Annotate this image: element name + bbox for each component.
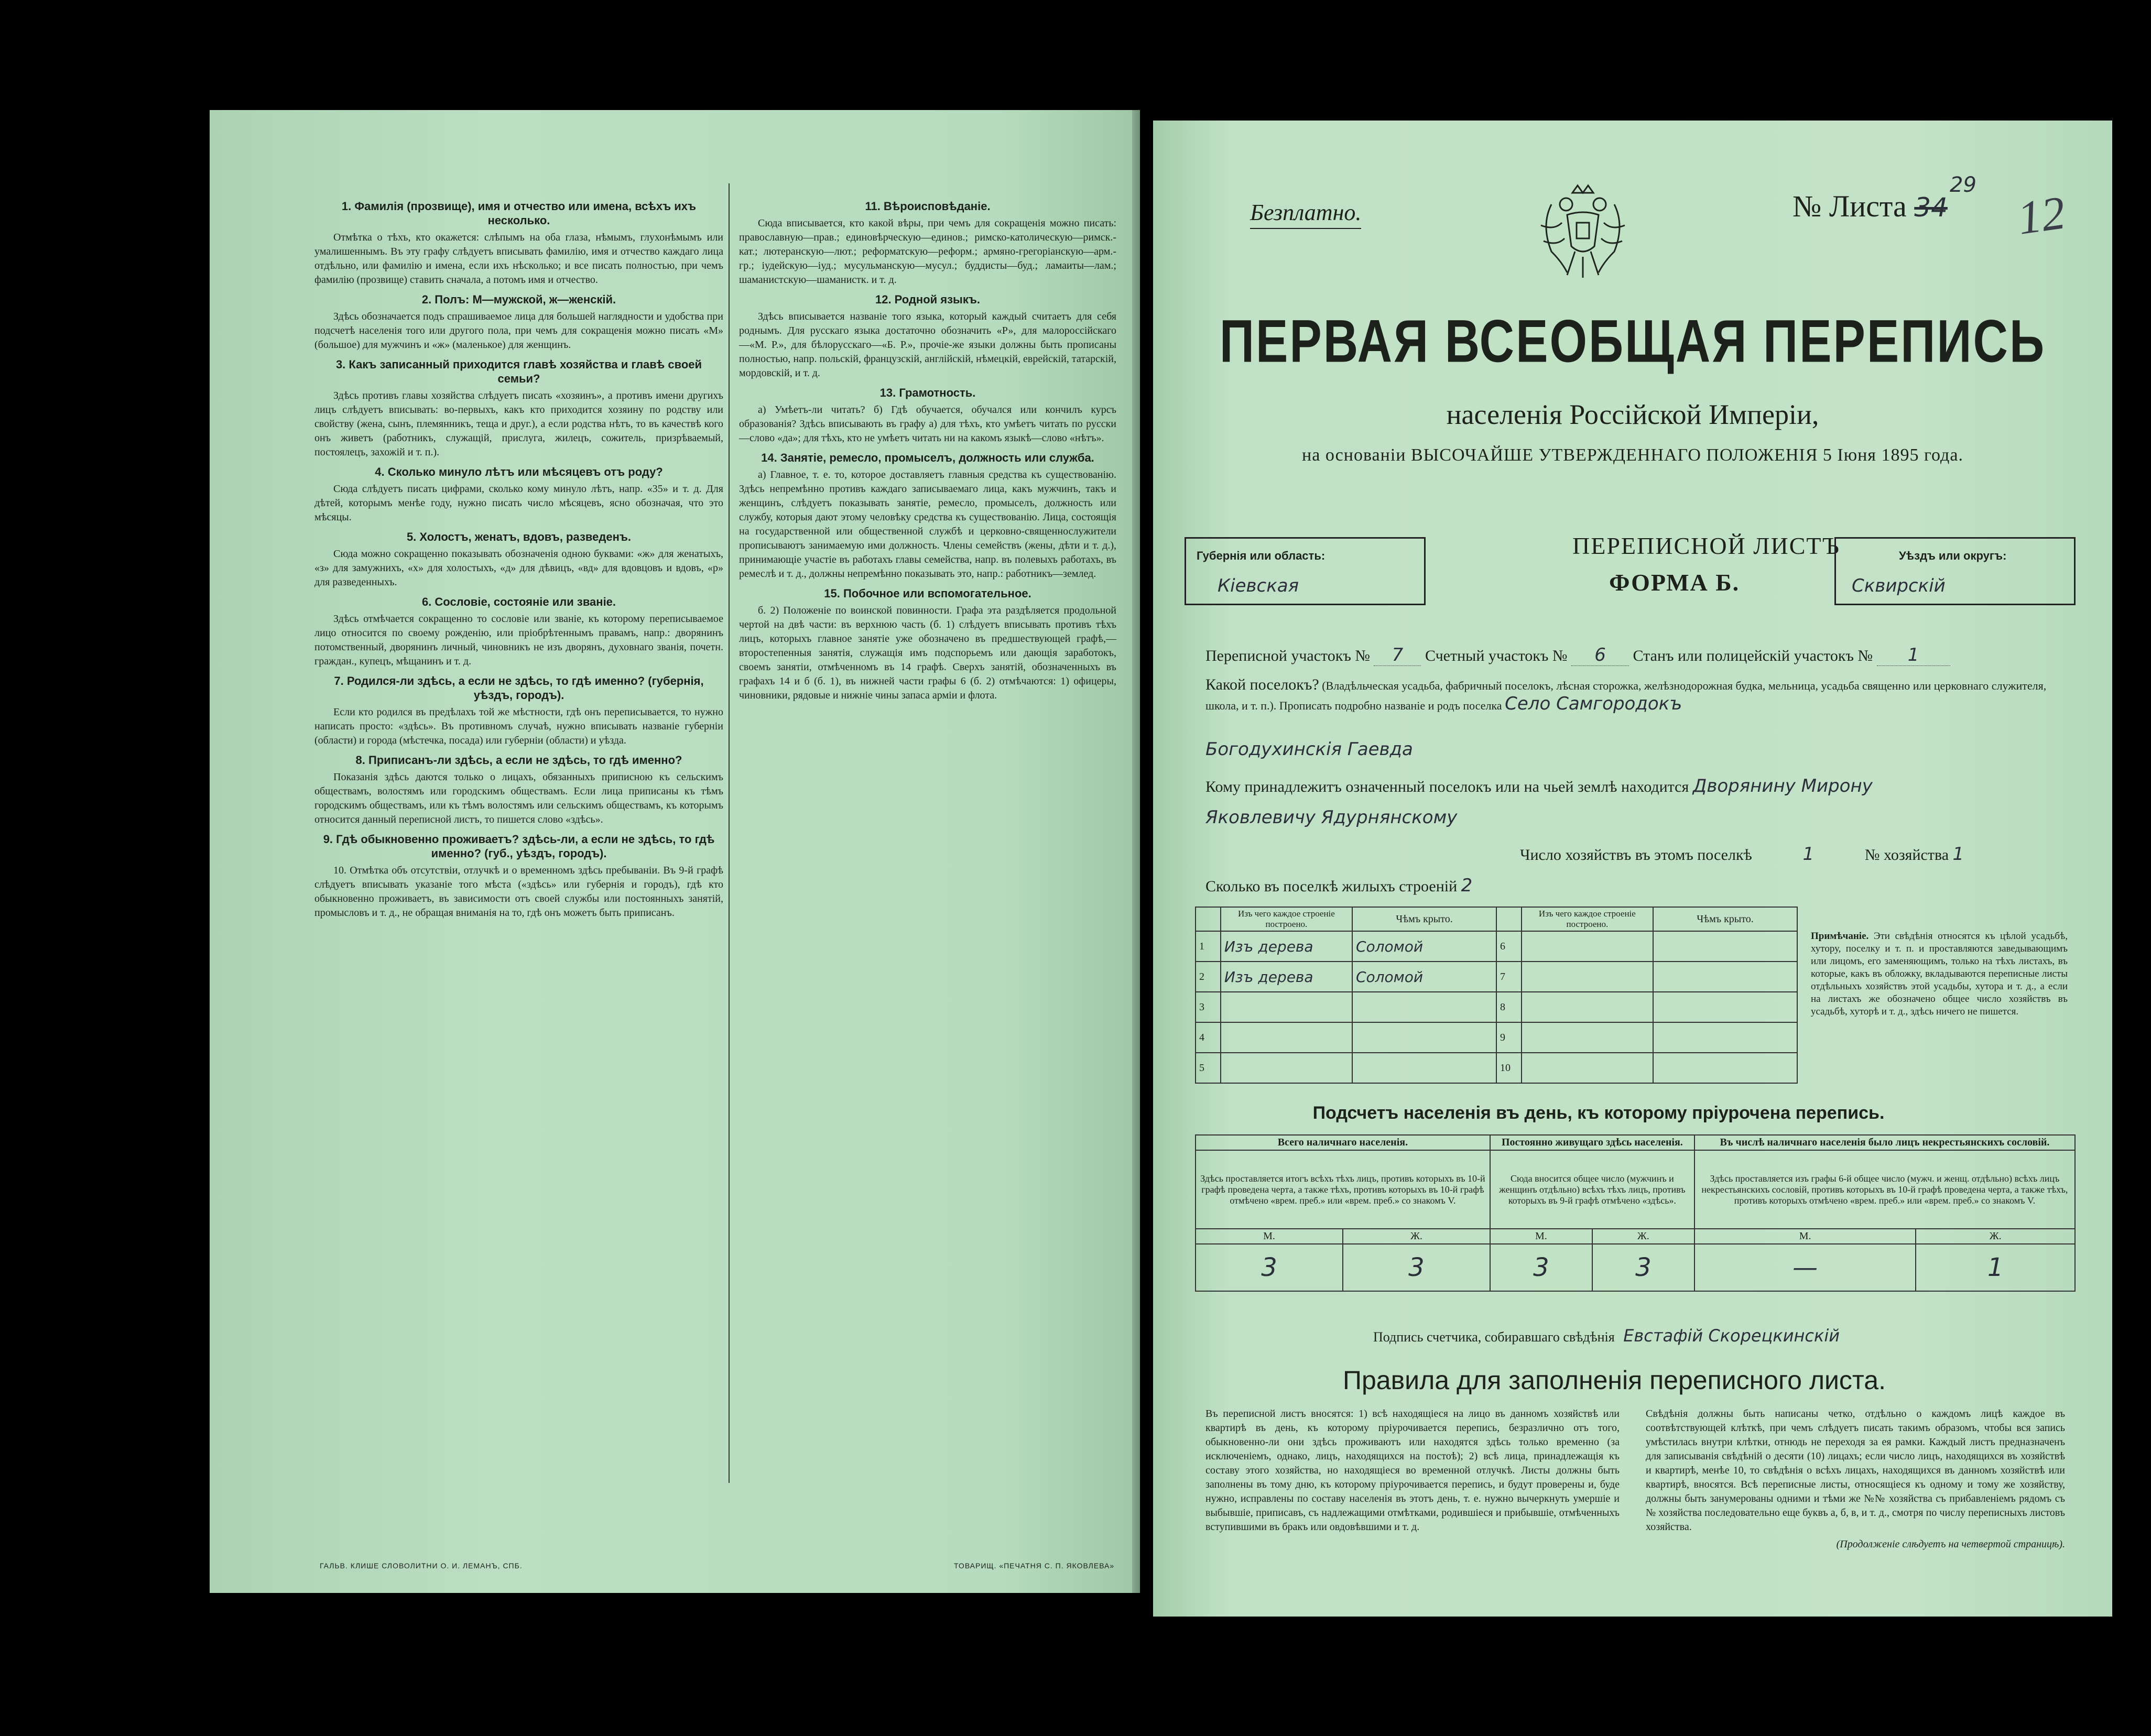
instruction-text: Сюда вписывается, кто какой вѣры, при чемъ для сокращенія можно писать: православную—прав.; единовѣрческую—единов.; римско-католическую—римск.-кат.; лютеранскую—лют.; реформатскую—реформ.; армяно-грегоріанскую—арм.-гр.; іудейскую—iуд.; мусульманскую—мусул.; буддисты—буд.; ламаиты—лам.; шаманистскую—шаманистк. и т. д.	[739, 217, 1116, 286]
instruction-heading: 9. Гдѣ обыкновенно проживаетъ? здѣсь-ли, а если не здѣсь, то гдѣ именно? (губ., уѣздъ, городъ).	[323, 833, 715, 860]
sheet-number	[1792, 173, 1976, 224]
decree-line: на основаніи ВЫСОЧАЙШЕ УТВЕРЖДЕННАГО ПОЛОЖЕНІЯ 5 Іюня 1895 года.	[1302, 445, 1963, 465]
building-number: 9	[1496, 1022, 1522, 1053]
count-desc-total: Здѣсь проставляется итогъ всѣхъ тѣхъ лицъ, противъ которыхъ въ 10-й графѣ проведена черта, а также тѣхъ, противъ которыхъ въ 10-й графѣ отмѣчено «врем. преб.» или «врем. преб.» со знакомъ V.	[1196, 1150, 1490, 1229]
rules-column-2	[1646, 1407, 2065, 1552]
building-number: 7	[1496, 962, 1522, 992]
enumerator-signature-row	[1373, 1326, 1840, 1346]
instruction-text: б. 2) Положеніе по воинской повинности. Графа эта раздѣляется продольной чертой на двѣ части: въ верхнюю часть (б. 1) слѣдуетъ вписывать противъ тѣхъ лицъ, которыхъ главное занятіе уже обозначено въ предшествующей графѣ,—второстепенныя занятія, служащія имъ подспорьемъ или дающія заработокъ, своемъ занятіи, отмѣченномъ въ 14 графѣ. Сверхъ занятій, обозначенныхъ въ графахъ 14 и б (б. 1), въ нижней части графы 6 (б. 2) отмѣчаются: 1) офицеры, чиновники, рядовые и нижніе чины запаса арміи и флота.	[739, 605, 1116, 701]
building-material	[1522, 962, 1653, 992]
buildings-table	[1195, 907, 1798, 1084]
count-resident-m: 3	[1490, 1244, 1592, 1291]
buildings-header-roof-2: Чѣмъ крыто.	[1653, 907, 1797, 931]
building-number: 5	[1196, 1053, 1221, 1083]
instruction-heading: 1. Фамилія (прозвище), имя и отчество или имена, всѣхъ ихъ несколько.	[341, 200, 697, 227]
building-number: 4	[1196, 1022, 1221, 1053]
count-m-label: М.	[1196, 1229, 1343, 1244]
settlement-value-2: Богодухинскія Гаевда	[1205, 739, 1413, 760]
building-material	[1522, 931, 1653, 962]
free-label: Безплатно.	[1250, 199, 1361, 229]
double-headed-eagle-emblem	[1536, 178, 1630, 288]
note-text: Эти свѣдѣнія относятся къ цѣлой усадьбѣ, хутору, поселку и т. п. и проставляются заведывающимъ или лицомъ, его заменяющимъ, только на тѣхъ листахъ, въ которые, какъ въ обложку, вкладываются переписные листы отдѣльныхъ хозяйствъ этой усадьбы, хутора и т. д., а если на листахъ же обозначено общее число хозяйствъ въ усадьбѣ, хуторѣ и т. д., здѣсь ничего не пишется.	[1811, 931, 2068, 1017]
building-roof	[1352, 992, 1496, 1022]
count-header-total: Всего наличнаго населенія.	[1196, 1135, 1490, 1150]
schetny-label: Счетный участокъ №	[1425, 647, 1568, 664]
buildings-value: 2	[1461, 875, 1473, 896]
buildings-row	[1205, 875, 2070, 896]
building-number: 6	[1496, 931, 1522, 962]
instruction-text: Если кто родился въ предѣлахъ той же мѣстности, гдѣ онъ переписывается, то нужно написать просто: «здѣсь». Въ противномъ случаѣ, нужно вписывать названіе губерніи (области) и города (мѣстечка, посада) или губерніи (области) и уѣзда.	[314, 706, 723, 746]
households-row	[1205, 844, 2070, 865]
buildings-header-roof-1: Чѣмъ крыто.	[1352, 907, 1496, 931]
buildings-header-material-1: Изъ чего каждое строеніе построено.	[1221, 907, 1352, 931]
instruction-heading: 14. Занятіе, ремесло, промыселъ, должность или служба.	[761, 451, 1094, 464]
instruction-heading: 2. Полъ: М—мужской, ж—женскій.	[421, 293, 616, 306]
owner-row	[1205, 776, 2070, 796]
buildings-table-body	[1196, 931, 1797, 1083]
building-number: 2	[1196, 962, 1221, 992]
buildings-row	[1196, 992, 1797, 1022]
instruction-text: Сюда слѣдуетъ писать цифрами, сколько кому минуло лѣтъ, напр. «35» и т. д. Для дѣтей, которымъ менѣе году, нужно писать число мѣсяцевъ, ясно обозначая, что это мѣсяцы.	[314, 483, 723, 523]
count-zh-label: Ж.	[1916, 1229, 2075, 1244]
building-number: 8	[1496, 992, 1522, 1022]
stan-label: Станъ или полицейскій участокъ №	[1633, 647, 1873, 664]
owner-value-1: Дворянину Мирону	[1692, 776, 1873, 796]
instruction-heading: 8. Приписанъ-ли здѣсь, а если не здѣсь, то гдѣ именно?	[355, 754, 682, 767]
census-title: ПЕРВАЯ ВСЕОБЩАЯ ПЕРЕПИСЬ	[1219, 308, 2046, 375]
uezd-value: Сквирскій	[1852, 575, 1946, 596]
column-divider	[729, 183, 730, 1483]
count-total-m: 3	[1196, 1244, 1343, 1291]
owner-value-2: Яковлевичу Ядурнянскому	[1205, 807, 1458, 828]
household-no-value: 1	[1952, 844, 1964, 865]
instruction-text: а) Умѣетъ-ли читать? б) Гдѣ обучается, обучался или кончилъ курсъ образованія? Здѣсь вписывають въ графу а) для тѣхъ, кто умѣетъ читать по русски—слово «да»; для тѣхъ, кто не умѣетъ читать ни на какомъ языкѣ—слово «нѣтъ».	[739, 404, 1116, 444]
count-m-label: М.	[1490, 1229, 1592, 1244]
sheet-number-label: № Листа	[1792, 189, 1907, 223]
perepisnoy-value: 7	[1374, 645, 1421, 666]
household-no-label: № хозяйства	[1864, 846, 1949, 864]
perepisnoy-label: Переписной участокъ №	[1205, 647, 1370, 664]
instruction-text: а) Главное, т. е. то, которое доставляетъ главныя средства къ существованію. Здѣсь непремѣнно противъ каждаго записываемаго лица, какъ мужчинъ, такъ и женщинъ, слѣдуетъ показывать занятіе, ремесло, промыселъ, должность или службу, которыя дают этому человѣку средства къ существованію. Лица, состоящія на государственной или общественной службѣ и церковно-священнослужители прописываютъ занимаемую ими должность. Члены семействъ (жены, дѣти и т. д.), принимающіе участіе въ работахъ главы семейства, напр. въ полевыхъ работахъ, въ ремеслѣ и т. д., должны непремѣнно показывать это, напр.: работникъ—землед.	[739, 469, 1116, 580]
building-material	[1522, 1022, 1653, 1053]
count-desc-resident: Сюда вносится общее число (мужчинъ и женщинъ отдѣльно) всѣхъ тѣхъ лицъ, противъ которыхъ въ 9-й графѣ отмѣчено «здѣсь».	[1490, 1150, 1694, 1229]
settlement-hint: (Владѣльческая усадьба, фабричный поселокъ, лѣсная сторожка, желѣзнодорожная будка, мельница, усадьба священно или церковнаго служителя, школа, и т. п.). Прописать подробно названіе и родъ поселка	[1205, 679, 2047, 712]
population-count-title: Подсчетъ населенія въ день, къ которому пріурочена перепись.	[1312, 1103, 1885, 1123]
note-label: Примѣчаніе.	[1811, 931, 1869, 942]
census-subtitle: населенія Россійской Имперіи,	[1446, 399, 1819, 430]
building-roof: Соломой	[1352, 962, 1496, 992]
rules-title: Правила для заполненія переписного листа.	[1343, 1366, 1886, 1395]
instruction-heading: 7. Родился-ли здѣсь, а если не здѣсь, то гдѣ именно? (губернія, уѣздъ, городъ).	[334, 674, 704, 702]
rules-column-2-text: Свѣдѣнія должны быть написаны четко, отдѣльно о каждомъ лицѣ каждое въ соотвѣтствующей клѣткѣ, при чемъ слѣдуетъ писать такимъ образомъ, чтобы вся запись умѣстилась внутри клѣтки, отнюдь не переходя за ея рамки. Каждый листъ предназначенъ для записыванія свѣдѣній о десяти (10) лицахъ; если число лицъ, находящихся въ хозяйствѣ и квартирѣ, менѣе 10, то свѣдѣнія о всѣхъ лицахъ, находящихся въ данномъ хозяйствѣ или квартирѣ, вносятся. Всѣ переписные листы, относящіеся къ одному и тому же хозяйству, должны быть занумерованы одними и тѣми же №№ хозяйства съ прибавленіемъ рядомъ съ № хозяйства последовательно еще буквъ а, б, в, и т. д., смотря по числу переписныхъ листовъ хозяйства.	[1646, 1408, 2065, 1533]
settlement-value-1: Село Самгородокъ	[1505, 693, 1682, 714]
buildings-row	[1196, 962, 1797, 992]
settlement-row	[1205, 676, 2070, 715]
archive-page-number: 12	[2014, 187, 2069, 245]
gubernia-label: Губернія или область:	[1197, 549, 1326, 562]
instruction-text: Сюда можно сокращенно показывать обозначенія одною буквами: «ж» для женатыхъ, «з» для замужнихъ, «х» для холостыхъ, «д» для дѣвицъ, «вд» для вдовцовъ и вдовъ, «р» для разведенныхъ.	[314, 548, 723, 588]
sheet-number-value: 29	[1950, 173, 1976, 197]
building-roof	[1653, 931, 1797, 962]
gubernia-value: Кіевская	[1218, 575, 1299, 596]
instruction-heading: 6. Сословіе, состояніе или званіе.	[421, 595, 616, 608]
building-roof	[1653, 1053, 1797, 1083]
count-zh-label: Ж.	[1343, 1229, 1490, 1244]
buildings-note	[1811, 930, 2068, 1018]
uezd-box	[1834, 537, 2076, 605]
printer-imprint-left: ГАЛЬВ. КЛИШЕ СЛОВОЛИТНИ О. И. ЛЕМАНЪ, СПБ.	[320, 1562, 523, 1570]
count-m-label: М.	[1694, 1229, 1916, 1244]
buildings-label: Сколько въ поселкѣ жилыхъ строеній	[1205, 878, 1458, 895]
instruction-text: Показанія здѣсь даются только о лицахъ, обязанныхъ приписною къ сельскимъ обществамъ, волостямъ или городскимъ обществамъ. Если лица приписаны къ тѣмъ городскимъ обществамъ, или къ тѣмъ волостямъ или сельскимъ обществамъ, къ которымъ относится данный переписной листъ, то пишется слово «здѣсь».	[314, 771, 723, 825]
instruction-text: Здѣсь обозначается подъ спрашиваемое лица для большей наглядности и удобства при подсчетѣ населенія того или другого пола, при чемъ для сокращенія можно писать «М» (большое) для мужчинъ и «ж» (маленькое) для женщинъ.	[314, 311, 723, 351]
count-total-zh: 3	[1343, 1244, 1490, 1291]
sheet-number-struck: 34	[1914, 192, 1948, 223]
settlement-label: Какой поселокъ?	[1205, 676, 1319, 693]
building-roof	[1352, 1053, 1496, 1083]
stan-value: 1	[1877, 645, 1950, 666]
left-page	[210, 110, 1140, 1593]
building-roof	[1653, 962, 1797, 992]
buildings-row	[1196, 931, 1797, 962]
instructions-column-1	[314, 194, 723, 923]
form-type: ФОРМА Б.	[1609, 569, 1740, 596]
building-roof	[1653, 992, 1797, 1022]
instruction-heading: 13. Грамотность.	[879, 386, 976, 399]
instruction-heading: 3. Какъ записанный приходится главѣ хозяйства и главѣ своей семьи?	[335, 358, 702, 385]
owner-row-2	[1205, 807, 2070, 828]
district-row	[1205, 645, 2070, 666]
form-title: ПЕРЕПИСНОЙ ЛИСТЪ	[1572, 532, 1840, 559]
count-non-peasant-zh: 1	[1916, 1244, 2075, 1291]
owner-label: Кому принадлежитъ означенный поселокъ или на чьей землѣ находится	[1205, 778, 1689, 795]
settlement-row-2	[1205, 739, 2070, 760]
instruction-text: 10. Отмѣтка объ отсутствіи, отлучкѣ и о временномъ здѣсь пребываніи. Въ 9-й графѣ слѣдуетъ вписывать указаніе того мѣста («здѣсь» или губернія и городъ), гдѣ кто обыкновенно проживаетъ, въ зависимости отъ своей службы или постоянныхъ занятій, промысловъ и т. д., не обращая вниманія на то, гдѣ онъ можетъ быть приписанъ.	[314, 865, 723, 919]
building-number: 1	[1196, 931, 1221, 962]
instructions-column-2	[739, 194, 1116, 706]
building-material: Изъ дерева	[1221, 931, 1352, 962]
buildings-header-material-2: Изъ чего каждое строеніе построено.	[1522, 907, 1653, 931]
instruction-text: Здѣсь отмѣчается сокращенно то сословіе или званіе, къ которому переписываемое лицо относится по своему рожденію, или пріобрѣтеннымъ правамъ, напр.: дворянинъ потомственный, дворянинъ личный, чиновникъ не изъ дворянъ, духовнаго званія, почетн. граждан., купецъ, мѣщанинъ и т. д.	[314, 613, 723, 667]
building-material	[1522, 1053, 1653, 1083]
building-roof	[1653, 1022, 1797, 1053]
building-material: Изъ дерева	[1221, 962, 1352, 992]
instruction-heading: 4. Сколько минуло лѣтъ или мѣсяцевъ отъ роду?	[375, 465, 663, 478]
count-non-peasant-m: —	[1694, 1244, 1916, 1291]
building-material	[1221, 992, 1352, 1022]
instruction-text: Отмѣтка о тѣхъ, кто окажется: слѣпымъ на оба глаза, нѣмымъ, глухонѣмымъ или умалишеннымъ. Въ эту графу слѣдуетъ вписывать фамилію, имя и отчество каждаго лица отдѣльно, или фамилію и имена, если ихъ нѣсколько; и все писать полностью, при чемъ фамилію (прозвище) ставить сначала, а потомъ имя и отчество.	[314, 232, 723, 286]
count-header-resident: Постоянно живущаго здѣсь населенія.	[1490, 1135, 1694, 1150]
rules-column-1: Въ переписной листъ вносятся: 1) всѣ находящіеся на лицо въ данномъ хозяйствѣ или квартирѣ въ день, къ которому пріурочивается перепись, безразлично отъ того, обыкновенно-ли они здѣсь проживаютъ или находятся здѣсь только временно (за исключеніемъ, однако, лицъ, находящихся на постоѣ); 2) всѣ лица, принадлежащія къ составу этого хозяйства, но находящіеся во временной отлучкѣ. Листы должны быть заполнены въ тому дню, къ которому пріурочивается перепись, и будут проверены и, буде нужно, исправлены по составу населенія въ этотъ день, т. е. нужно вычеркнуть умершіе и выбывшіе, приписавъ, съ надлежащими отмѣтками, родившіеся и прибывшіе, отмѣченныхъ вступившими въ бракъ или овдовѣвшими и т. д.	[1205, 1408, 1620, 1533]
instruction-heading: 12. Родной языкъ.	[875, 293, 981, 306]
building-material	[1522, 992, 1653, 1022]
count-resident-zh: 3	[1592, 1244, 1694, 1291]
instruction-text: Здѣсь противъ главы хозяйства слѣдуетъ писать «хозяинъ», а противъ имени другихъ лицъ слѣдуетъ вписывать: во-первыхъ, какъ кто приходится хозяину по родству или свойству (жена, сынъ, племянникъ, теща и друг.), а если родства нѣтъ, то въ качествѣ кого онъ живетъ (работникъ, служащій, прислуга, жилецъ, сожитель, призрѣваемый, постоялецъ, захожій и т. п.).	[314, 390, 723, 458]
building-number: 10	[1496, 1053, 1522, 1083]
building-roof	[1352, 1022, 1496, 1053]
instruction-text: Здѣсь вписывается названіе того языка, который каждый считаетъ для себя роднымъ. Для русскаго языка достаточно обозначить «Р», для малороссійскаго—«М. Р.», для бѣлорусскаго—«Б. Р.», прочіе-же языки должны быть прописаны полностью, напр. польскій, французскій, англійскій, нѣмецкій, еврейскій, татарскій, мордовскій, и т. д.	[739, 311, 1116, 379]
instruction-heading: 15. Побочное или вспомогательное.	[824, 587, 1031, 600]
households-value: 1	[1802, 844, 1815, 865]
signature-value: Евстафій Скорецкинскій	[1623, 1326, 1840, 1346]
census-form-page	[1153, 121, 2112, 1617]
buildings-row	[1196, 1053, 1797, 1083]
count-header-non-peasant: Въ числѣ наличнаго населенія было лицъ некрестьянскихъ сословій.	[1694, 1135, 2075, 1150]
rules-continuation: (Продолженіе слѣдуетъ на четвертой страницѣ).	[1836, 1538, 2065, 1550]
printer-imprint-right: ТОВАРИЩ. «ПЕЧАТНЯ С. П. ЯКОВЛЕВА»	[954, 1562, 1115, 1570]
count-desc-non-peasant: Здѣсь проставляется изъ графы 6-й общее число (мужч. и женщ. отдѣльно) всѣхъ лицъ некрестьянскихъ сословій, противъ которыхъ въ 10-й графѣ проведена черта, а также тѣхъ, противъ которыхъ отмѣчено «врем. преб.» или «врем. преб.» со знакомъ V.	[1694, 1150, 2075, 1229]
gubernia-box	[1185, 537, 1426, 605]
building-material	[1221, 1053, 1352, 1083]
population-count-table	[1195, 1134, 2076, 1292]
households-label: Число хозяйствъ въ этомъ поселкѣ	[1520, 846, 1752, 864]
instruction-heading: 5. Холостъ, женатъ, вдовъ, разведенъ.	[406, 530, 632, 543]
count-zh-label: Ж.	[1592, 1229, 1694, 1244]
building-number: 3	[1196, 992, 1221, 1022]
buildings-row	[1196, 1022, 1797, 1053]
schetny-value: 6	[1571, 645, 1629, 666]
building-material	[1221, 1022, 1352, 1053]
instruction-heading: 11. Вѣроисповѣданіе.	[865, 200, 991, 213]
uezd-label: Уѣздъ или округъ:	[1899, 549, 2007, 562]
signature-label: Подпись счетчика, собиравшаго свѣдѣнія	[1373, 1329, 1615, 1345]
building-roof: Соломой	[1352, 931, 1496, 962]
